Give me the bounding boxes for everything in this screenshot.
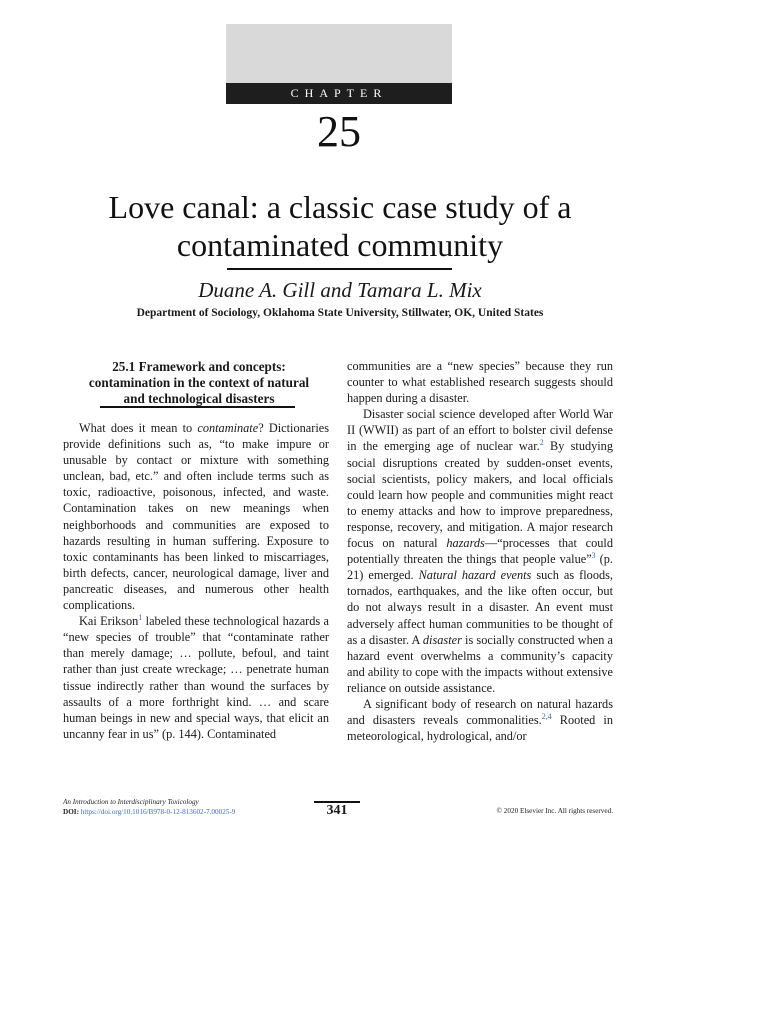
title-line-1: Love canal: a classic case study of a bbox=[108, 189, 572, 225]
citation-link[interactable]: 3 bbox=[591, 551, 596, 561]
doi-line bbox=[63, 807, 235, 817]
section-heading-line-2: contamination in the context of natural bbox=[88, 375, 310, 390]
chapter-label: CHAPTER bbox=[226, 83, 452, 104]
right-column bbox=[347, 358, 613, 744]
footer-source bbox=[63, 797, 235, 817]
paragraph: Kai Erikson$^1$ labeled these technological hazards a “new species of trouble” that “contaminate rather than merely damage; … pollute, befoul, and taint rather than just create wreckage; … penetrate human tissue indirectly rather than wound the surfaces by assaults of a more forthright kind. … and scare human beings in new and special ways, that elicit an uncanny fear in us” (p. 144). Contaminated bbox=[63, 613, 329, 741]
section-heading-line-1: 25.1 Framework and concepts: bbox=[112, 359, 286, 374]
chapter-number: 25 bbox=[317, 107, 361, 156]
paragraph: communities are a “new species” because they run counter to what established research suggests should happen during a disaster. bbox=[347, 359, 613, 406]
title-rule bbox=[227, 268, 452, 270]
page-number: 341 bbox=[326, 803, 348, 818]
section-heading bbox=[64, 359, 334, 407]
affiliation: Department of Sociology, Oklahoma State University, Stillwater, OK, United States bbox=[136, 307, 544, 319]
section-rule bbox=[100, 406, 295, 408]
doi-label: DOI: bbox=[63, 808, 81, 816]
section-heading-line-3: and technological disasters bbox=[123, 391, 275, 406]
title-line-2: contaminated community bbox=[176, 227, 504, 263]
left-column bbox=[63, 420, 329, 742]
authors: Duane A. Gill and Tamara L. Mix bbox=[198, 278, 482, 302]
chapter-title bbox=[60, 188, 620, 264]
citation-link[interactable]: 2,4 bbox=[541, 711, 552, 721]
paragraph: A significant body of research on natural hazards and disasters reveals commonalities.$^{2,4}$ Rooted in meteorological, hydrological, and/or bbox=[347, 696, 613, 744]
paragraph: What does it mean to contaminate? Dictionaries provide definitions such as, “to make impure or unusable by contact or mixture with something unclean, bad, etc.” and often include terms such as toxic, radioactive, poisonous, infected, and waste. Contamination takes on new meanings when neighborhoods and communities are exposed to hazards resulting in human suffering. Exposure to toxic contaminants has been linked to miscarriages, birth defects, cancer, neurological damage, liver and pancreatic diseases, and numerous other health complications. bbox=[63, 421, 329, 613]
doi-link[interactable]: https://doi.org/10.1016/B978-0-12-813602-7.00025-9 bbox=[80, 808, 236, 816]
citation-link[interactable]: 2 bbox=[539, 438, 544, 448]
journal-title: An Introduction to Interdisciplinary Toxicology bbox=[63, 798, 199, 806]
citation-link[interactable]: 1 bbox=[138, 613, 143, 623]
paragraph: Disaster social science developed after World War II (WWII) as part of an effort to bolster civil defense in the emerging age of nuclear war.$^2$ By studying social disruptions created by sudden-onset events, social scientists, policy makers, and local officials could learn how people and communities might react to enemy attacks and how to improve preparedness, response, recovery, and mitigation. A major research focus on natural hazards—“processes that could potentially threaten the things that people value”$^3$ (p. 21) emerged. Natural hazard events such as floods, tornados, earthquakes, and the like often occur, but do not always result in a disaster. An event must adversely affect human communities to be thought of as a disaster. A disaster is socially constructed when a hazard event overwhelms a community’s capacity and ability to cope with the impacts without extensive reliance on outside assistance. bbox=[347, 407, 613, 695]
copyright: © 2020 Elsevier Inc. All rights reserved. bbox=[496, 807, 613, 815]
